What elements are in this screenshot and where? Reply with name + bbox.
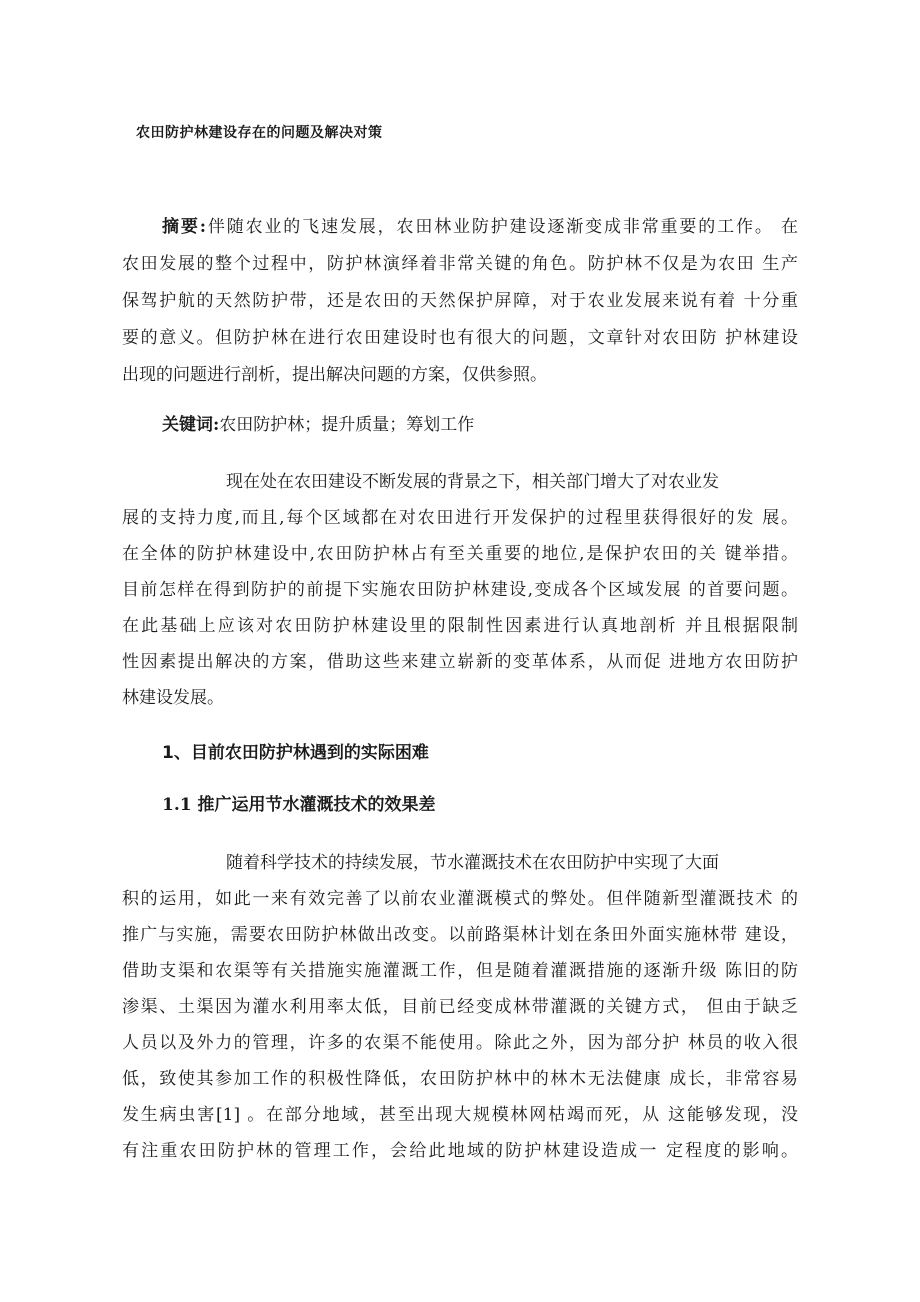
abstract-label: 摘要: [162, 217, 206, 237]
body-line: 推广与实施，需要农田防护林做出改变。以前路渠林计划在条田外面实施林带 建设， [122, 925, 798, 945]
intro-line: 性因素提出解决的方案，借助这些来建立崭新的变革体系，从而促 进地方农田防护 [122, 652, 798, 672]
intro-line: 目前怎样在得到防护的前提下实施农田防护林建设,变成各个区域发展 的首要问题。 [122, 580, 798, 600]
section-heading: 1、目前农田防护林遇到的实际困难 [162, 743, 429, 763]
intro-line: 在全体的防护林建设中,农田防护林占有至关重要的地位,是保护农田的关 键举措。 [122, 544, 798, 564]
body-line: 借助支渠和农渠等有关措施实施灌溉工作，但是随着灌溉措施的逐渐升级 陈旧的防 [122, 961, 798, 981]
body-line: 人员以及外力的管理，许多的农渠不能使用。除此之外，因为部分护 林员的收入很 [122, 1033, 798, 1053]
body-line: 随着科学技术的持续发展，节水灌溉技术在农田防护中实现了大面 [226, 853, 719, 873]
keywords-label: 关键词: [162, 415, 220, 435]
intro-line: 林建设发展。 [122, 688, 224, 708]
keywords [162, 410, 474, 435]
intro-line: 在此基础上应该对农田防护林建设里的限制性因素进行认真地剖析 并且根据限制 [122, 616, 798, 636]
subsection-heading: 1.1 推广运用节水灌溉技术的效果差 [162, 795, 436, 815]
body-line: 有注重农田防护林的管理工作，会给此地域的防护林建设造成一 定程度的影响。 [122, 1141, 798, 1161]
abstract-line: 保驾护航的天然防护带，还是农田的天然保护屏障，对于农业发展来说有着 十分重 [122, 291, 798, 311]
intro-line: 现在处在农田建设不断发展的背景之下，相关部门增大了对农业发 [226, 472, 719, 492]
abstract-line: 要的意义。但防护林在进行农田建设时也有很大的问题，文章针对农田防 护林建设 [122, 328, 798, 348]
abstract-line: 出现的问题进行剖析，提出解决问题的方案，仅供参照。 [122, 365, 547, 385]
document-title: 农田防护林建设存在的问题及解决对策 [136, 125, 383, 141]
body-line: 积的运用，如此一来有效完善了以前农业灌溉模式的弊处。但伴随新型灌溉技术 的 [122, 889, 798, 909]
abstract-line: 摘要:伴随农业的飞速发展，农田林业防护建设逐渐变成非常重要的工作。 在 [162, 217, 798, 237]
keywords-text: 农田防护林；提升质量；筹划工作 [219, 415, 475, 435]
abstract-line: 农田发展的整个过程中，防护林演绎着非常关键的角色。防护林不仅是为农田 生产 [122, 254, 798, 274]
body-line: 渗渠、土渠因为灌水利用率太低，目前已经变成林带灌溉的关键方式， 但由于缺乏 [122, 997, 798, 1017]
body-line: 发生病虫害[1] 。在部分地域，甚至出现大规模林网枯竭而死，从 这能够发现，没 [122, 1105, 798, 1125]
intro-line: 展的支持力度,而且,每个区域都在对农田进行开发保护的过程里获得很好的发 展。 [122, 508, 798, 528]
body-line: 低，致使其参加工作的积极性降低，农田防护林中的林木无法健康 成长，非常容易 [122, 1069, 798, 1089]
